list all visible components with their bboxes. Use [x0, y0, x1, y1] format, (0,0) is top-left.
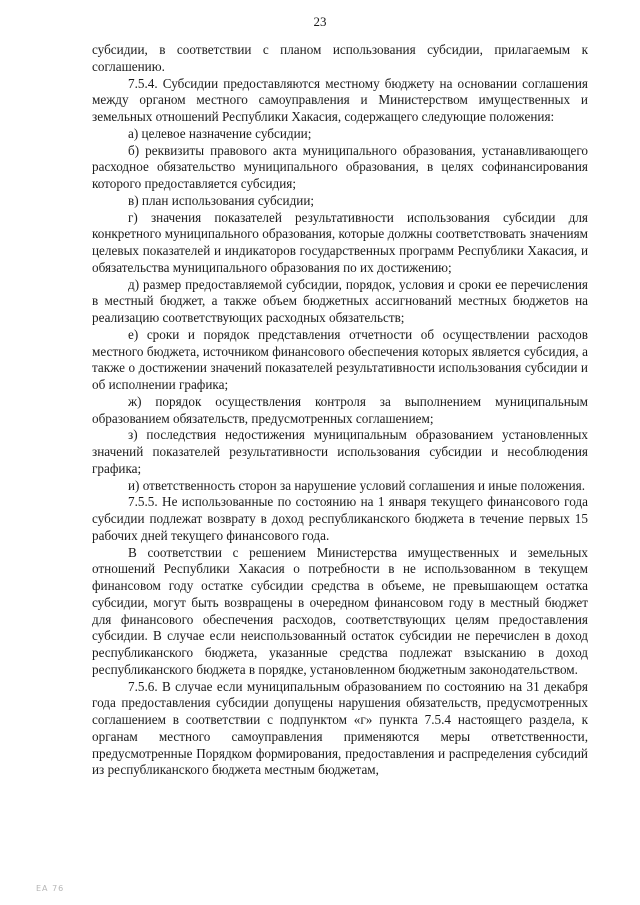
list-item-b: б) реквизиты правового акта муниципального образования, устанавливающего расходное обязательство муниципального образования, в целях софинансирования которого предоставляется субсидия; — [92, 142, 588, 191]
list-item-a: а) целевое назначение субсидии; — [128, 125, 312, 141]
document-body — [92, 42, 588, 779]
page-number: 23 — [313, 14, 327, 29]
footer-scan-mark: ЕА 76 — [36, 884, 65, 893]
list-item-d: д) размер предоставляемой субсидии, порядок, условия и сроки ее перечисления в местный бюджет, а также объем бюджетных ассигнований местных бюджетов на реализацию соответствующих расходных обязательств; — [92, 276, 588, 325]
list-item-e: е) сроки и порядок представления отчетности об осуществлении расходов местного бюджета, источником финансового обеспечения которых является субсидия, а также о достижении значений показателей результативности использования субсидии и об исполнении графика; — [92, 326, 588, 392]
paragraph-7-5-6: 7.5.6. В случае если муниципальным образованием по состоянию на 31 декабря года предоставления субсидии допущены нарушения обязательств, предусмотренных соглашением в соответствии с подпунктом «г» пункта 7.5.4 настоящего раздела, к органам местного самоуправления применяются меры ответственности, предусмотренные Порядком формирования, предоставления и распределения субсидий из республиканского бюджета местным бюджетам, — [92, 678, 588, 778]
list-item-zh: ж) порядок осуществления контроля за выполнением муниципальным образованием обязательств, предусмотренных соглашением; — [92, 393, 588, 426]
paragraph-continuation: субсидии, в соответствии с планом использования субсидии, прилагаемым к соглашению. — [92, 42, 588, 74]
paragraph-7-5-5: 7.5.5. Не использованные по состоянию на 1 января текущего финансового года субсидии подлежат возврату в доход республиканского бюджета в течение первых 15 рабочих дней текущего финансового года. — [92, 494, 588, 543]
paragraph-decision: В соответствии с решением Министерства имущественных и земельных отношений Республики Хакасия о потребности в не использованном в текущем финансовом году остатке субсидии средства в объеме, не превышающем остатка субсидии, могут быть возвращены в очередном финансовом году в местный бюджет для финансового обеспечения расходов, соответствующих целям предоставления субсидии. В случае если неиспользованный остаток субсидии не перечислен в доход республиканского бюджета, указанные средства подлежат взысканию в доход республиканского бюджета в порядке, установленном бюджетным законодательством. — [92, 544, 588, 677]
list-item-v: в) план использования субсидии; — [128, 192, 315, 208]
paragraph-7-5-4: 7.5.4. Субсидии предоставляются местному бюджету на основании соглашения между органом местного самоуправления и Министерством имущественных и земельных отношений Республики Хакасия, содержащего следующие положения: — [92, 75, 588, 124]
list-item-i: и) ответственность сторон за нарушение условий соглашения и иные положения. — [128, 477, 586, 493]
list-item-z: з) последствия недостижения муниципальным образованием установленных значений показателей результативности использования субсидии и несоблюдения графика; — [92, 427, 588, 476]
list-item-g: г) значения показателей результативности использования субсидии для конкретного муниципального образования, которые должны соответствовать значениям целевых показателей и индикаторов государственных программ Республики Хакасия, и обязательства муниципального образования по их достижению; — [92, 209, 588, 275]
